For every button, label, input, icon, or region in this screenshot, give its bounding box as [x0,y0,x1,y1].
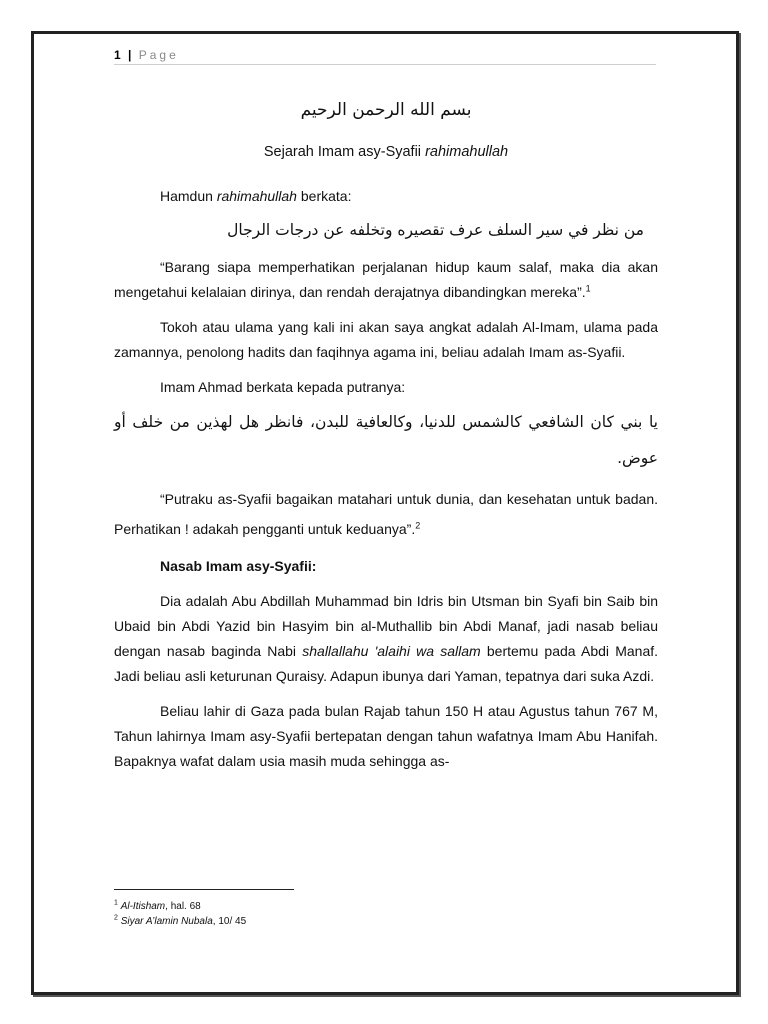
page-body [114,96,658,774]
footnote-2-number: 2 [114,914,118,922]
footnote-1-detail: , hal. 68 [165,901,201,912]
page-number: 1 [114,48,122,62]
title-main: Sejarah Imam asy-Syafii [263,144,422,160]
footnote-1-number: 1 [114,899,118,907]
header-separator: | [128,48,132,62]
footnote-1 [114,899,658,914]
intro-pre: Hamdun [160,188,213,204]
page-word: Page [138,48,179,62]
document-page [31,31,739,995]
paragraph-imam-ahmad: Imam Ahmad berkata kepada putranya: [160,379,406,395]
footnote-divider [114,889,294,890]
section-heading-text: Nasab Imam asy-Syafii: [160,558,317,574]
intro-post: berkata: [300,188,352,204]
nasab-post: bertemu pada Abdi Manaf. Jadi beliau asli keturunan Quraisy. Adapun ibunya dari Yaman, tepatnya dari suka Azdi. [114,643,659,684]
paragraph-nasab [114,589,658,689]
footnote-2-source: Siyar A’lamin Nubala [120,916,213,927]
quote-2-text: “Putraku as-Syafii bagaikan matahari untuk dunia, dan kesehatan untuk badan. Perhatikan ! adakah pengganti untuk keduanya”. [114,491,658,537]
nasab-italic: shallallahu 'alaihi wa sallam [302,643,481,659]
paragraph-tokoh: Tokoh atau ulama yang kali ini akan saya angkat adalah Al-Imam, ulama pada zamannya, penolong hadits dan faqihnya agama ini, beliau adalah Imam as-Syafii. [114,319,658,360]
paragraph-quote-1 [114,255,658,305]
section-heading [114,554,658,579]
footnote-1-source: Al-Itisham [120,901,166,912]
footnotes [114,899,658,929]
page-header [114,48,656,65]
footnote-ref-2: 2 [415,520,421,531]
paragraph-quote-2 [114,484,658,544]
footnote-2 [114,914,658,929]
paragraph-lahir: Beliau lahir di Gaza pada bulan Rajab tahun 150 H atau Agustus tahun 767 M, Tahun lahirnya Imam asy-Syafii bertepatan dengan tahun wafatnya Imam Abu Hanifah. Bapaknya wafat dalam usia masih muda sehingga as- [114,703,658,769]
title-italic: rahimahullah [425,144,509,160]
nasab-pre: Dia adalah Abu Abdillah Muhammad bin Idris bin Utsman bin Syafi bin Saib bin Ubaid bin Abdi Yazid bin Hasyim bin al-Muthallib bin Abdi Manaf, jadi nasab beliau dengan nasab baginda Nabi [114,593,658,659]
intro-line [114,184,658,209]
arabic-quote-1: من نظر في سير السلف عرف تقصيره وتخلفه عن درجات الرجال [227,221,644,239]
quote-1-text: “Barang siapa memperhatikan perjalanan hidup kaum salaf, maka dia akan mengetahui kelalaian dirinya, dan rendah derajatnya dibandingkan mereka”. [114,259,658,300]
bismillah: بسم الله الرحمن الرحيم [300,100,472,120]
intro-italic: rahimahullah [216,188,297,204]
footnote-2-detail: , 10/ 45 [212,916,247,927]
footnote-ref-1: 1 [585,283,591,294]
arabic-quote-2: يا بني كان الشافعي كالشمس للدنيا، وكالعافية للبدن، فانظر هل لهذين من خلف أو عوض. [114,413,658,467]
page-title [114,141,658,163]
